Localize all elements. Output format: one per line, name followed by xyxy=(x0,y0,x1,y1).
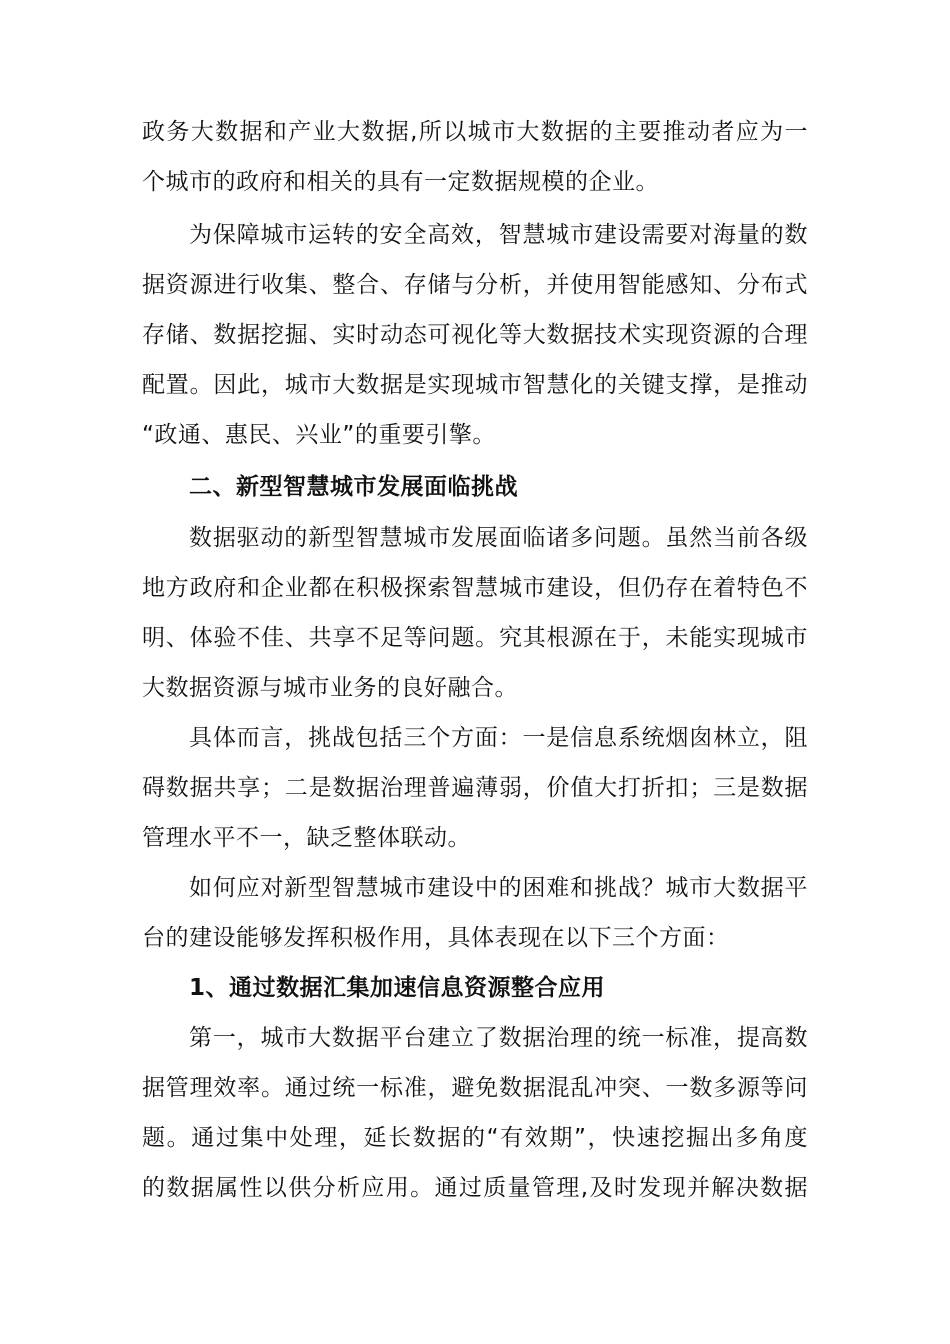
text-line: 配置。因此，城市大数据是实现城市智慧化的关键支撑，是推动 xyxy=(142,372,808,398)
subsection-heading: 1、通过数据汇集加速信息资源整合应用 xyxy=(189,975,606,1001)
text-line: 为保障城市运转的安全高效，智慧城市建设需要对海量的数 xyxy=(189,222,808,248)
text-line: 第一，城市大数据平台建立了数据治理的统一标准，提高数 xyxy=(189,1025,808,1051)
text-line: 明、体验不佳、共享不足等问题。究其根源在于，未能实现城市 xyxy=(142,625,808,651)
section-heading: 二、新型智慧城市发展面临挑战 xyxy=(189,474,518,500)
text-line: 的数据属性以供分析应用。通过质量管理,及时发现并解决数据 xyxy=(142,1175,808,1201)
text-line: 存储、数据挖掘、实时动态可视化等大数据技术实现资源的合理 xyxy=(142,322,808,348)
text-line: 数据驱动的新型智慧城市发展面临诸多问题。虽然当前各级 xyxy=(189,525,808,551)
text-line: 地方政府和企业都在积极探索智慧城市建设，但仍存在着特色不 xyxy=(142,575,808,601)
text-line: “政通、惠民、兴业”的重要引擎。 xyxy=(142,422,496,448)
text-line: 大数据资源与城市业务的良好融合。 xyxy=(142,675,518,701)
text-line: 碍数据共享；二是数据治理普遍薄弱，价值大打折扣；三是数据 xyxy=(142,775,808,801)
text-line: 据管理效率。通过统一标准，避免数据混乱冲突、一数多源等问 xyxy=(142,1075,808,1101)
text-line: 台的建设能够发挥积极作用，具体表现在以下三个方面： xyxy=(142,925,730,951)
text-line: 如何应对新型智慧城市建设中的困难和挑战？城市大数据平 xyxy=(189,875,808,901)
text-line: 管理水平不一，缺乏整体联动。 xyxy=(142,825,471,851)
text-line: 题。通过集中处理，延长数据的“有效期”，快速挖掘出多角度 xyxy=(142,1125,808,1151)
text-line: 据资源进行收集、整合、存储与分析，并使用智能感知、分布式 xyxy=(142,272,808,298)
text-line: 具体而言，挑战包括三个方面：一是信息系统烟囱林立，阻 xyxy=(189,725,808,751)
text-line: 政务大数据和产业大数据,所以城市大数据的主要推动者应为一 xyxy=(142,119,808,145)
text-line: 个城市的政府和相关的具有一定数据规模的企业。 xyxy=(142,169,659,195)
